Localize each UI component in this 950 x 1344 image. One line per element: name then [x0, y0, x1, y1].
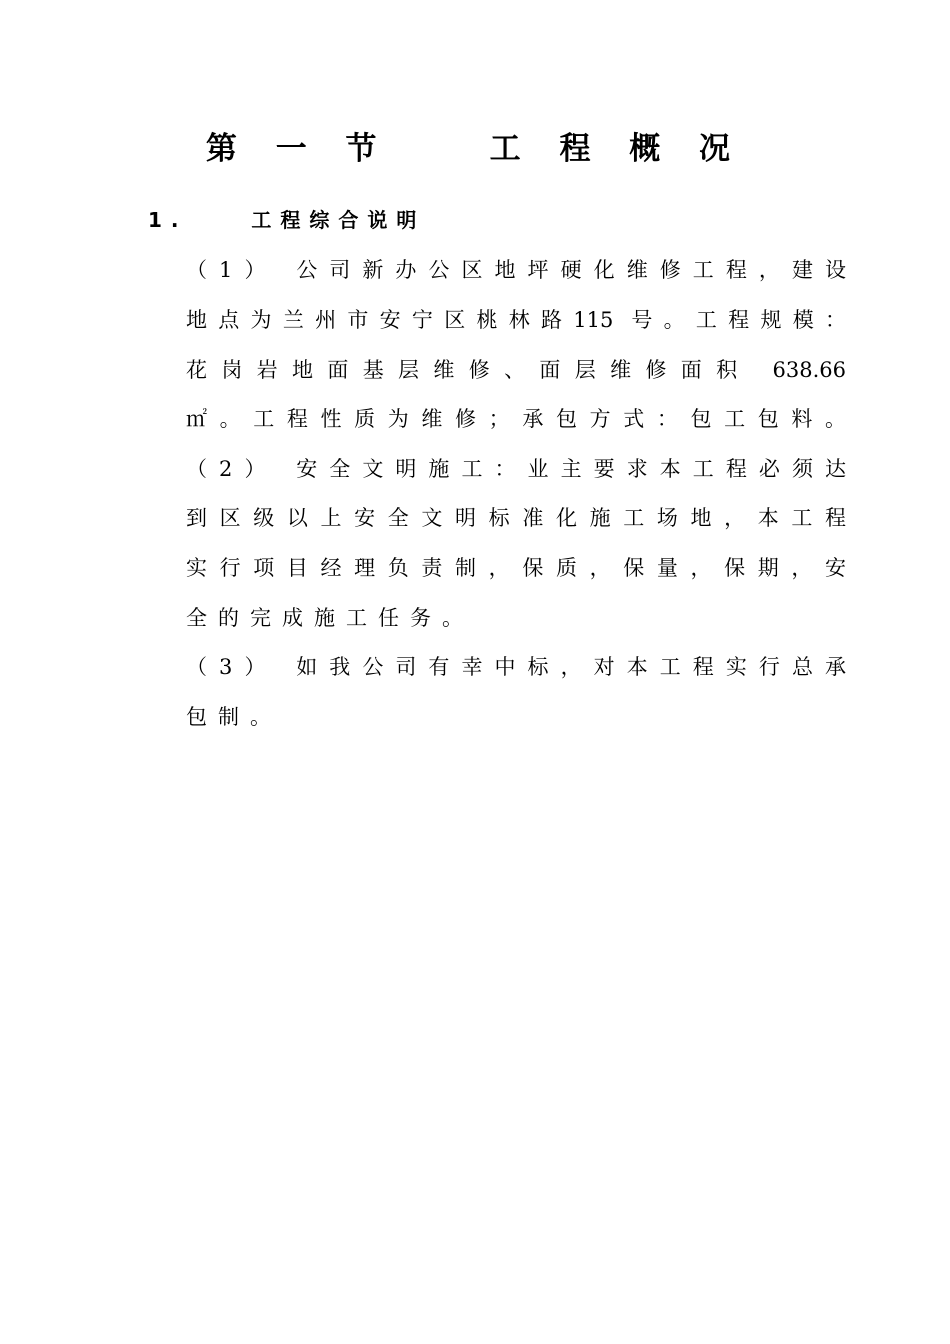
paragraph-line: 包制。 [186, 705, 282, 729]
paragraph-line: 实行项目经理负责制，保质，保量，保期，安 [186, 556, 846, 580]
paragraph-line: 花岗岩地面基层维修、面层维修面积 638.66 [186, 358, 846, 382]
paragraph-line: 到区级以上安全文明标准化施工场地，本工程 [186, 506, 846, 530]
section-title: 第 一 节 工 程 概 况 [205, 131, 745, 167]
paragraph-line: 全的完成施工任务。 [186, 606, 474, 630]
paragraph-line: 地点为兰州市安宁区桃林路115 号。工程规模： [186, 308, 846, 332]
paragraph-line: ㎡。工程性质为维修；承包方式：包工包料。 [186, 407, 846, 431]
paragraph-line: （1） 公司新办公区地坪硬化维修工程，建设 [186, 258, 846, 282]
paragraph-line: （3） 如我公司有幸中标，对本工程实行总承 [186, 655, 846, 679]
paragraph-line: （2） 安全文明施工：业主要求本工程必须达 [186, 457, 846, 481]
subsection-heading: 1. 工程综合说明 [148, 208, 426, 232]
